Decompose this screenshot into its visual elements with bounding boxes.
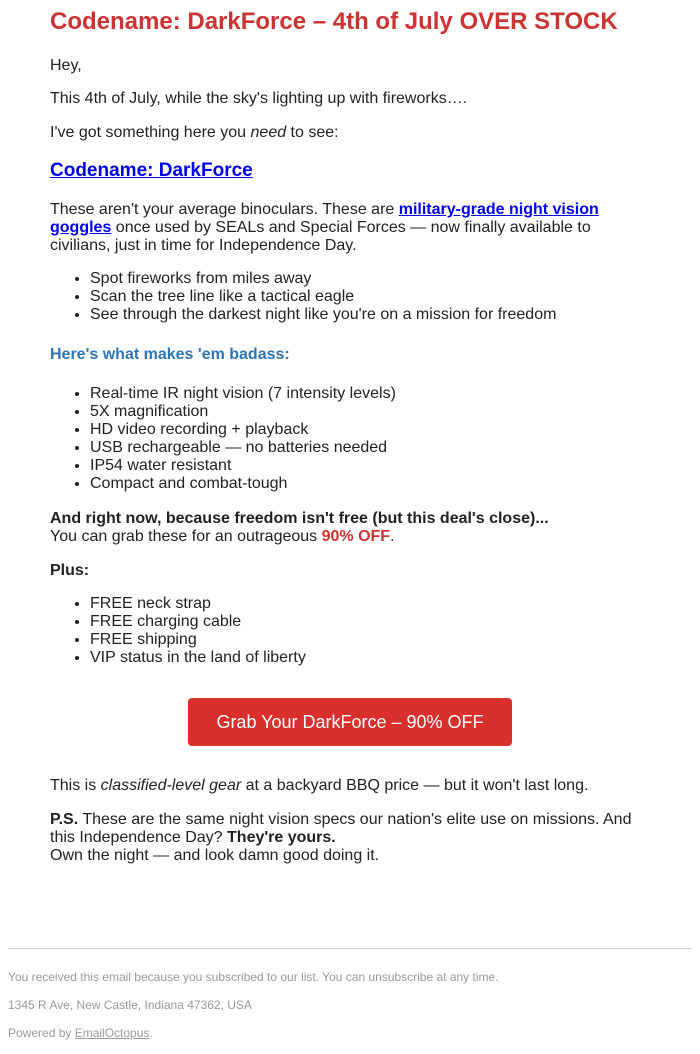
list-item: • Real-time IR night vision (7 intensity levels): [90, 385, 396, 403]
list-item: • VIP status in the land of liberty: [90, 649, 306, 667]
list-item: • IP54 water resistant: [90, 457, 396, 475]
grab-darkforce-button[interactable]: Grab Your DarkForce – 90% OFF: [188, 698, 512, 746]
intro-text: This 4th of July, while the sky's lighting up with fireworks….: [50, 90, 468, 107]
footer-divider: [8, 948, 692, 949]
classified-text: This is classified-level gear at a backyard BBQ price — but it won't last long.: [50, 777, 589, 794]
list-item: • Scan the tree line like a tactical eagle: [90, 288, 556, 306]
deal-text: And right now, because freedom isn't free (but this deal's close)... You can grab these for an outrageous 90% OFF.: [50, 510, 549, 545]
footer-subscribed-text: You received this email because you subscribed to our list. You can unsubscribe at any time.: [8, 970, 499, 984]
list-item: • See through the darkest night like you're on a mission for freedom: [90, 306, 556, 324]
emphasis-classified: classified-level gear: [100, 777, 242, 794]
list-item: • FREE shipping: [90, 631, 306, 649]
uses-list: [50, 270, 556, 324]
footer-powered-by: Powered by EmailOctopus.: [8, 1026, 153, 1040]
list-item: • HD video recording + playback: [90, 421, 396, 439]
ps-bold: They're yours.: [227, 829, 336, 846]
see-text: I've got something here you need to see:: [50, 124, 339, 141]
ps-closing: Own the night — and look damn good doing it.: [50, 847, 380, 864]
list-item: • Spot fireworks from miles away: [90, 270, 556, 288]
product-description: These aren't your average binoculars. These are military-grade night vision goggles once used by SEALs and Special Forces — now finally available to civilians, just in time for Independence Day.: [50, 201, 599, 254]
list-item: • 5X magnification: [90, 403, 396, 421]
list-item: • USB rechargeable — no batteries needed: [90, 439, 396, 457]
emailoctopus-link[interactable]: EmailOctopus: [74, 1026, 150, 1040]
email-title: Codename: DarkForce – 4th of July OVER STOCK: [50, 8, 618, 35]
extras-list: [50, 595, 306, 667]
plus-label: Plus:: [50, 562, 90, 579]
night-vision-goggles-link[interactable]: military-grade night vision goggles: [50, 201, 599, 236]
features-heading: Here's what makes 'em badass:: [50, 346, 290, 363]
ps-text: P.S. These are the same night vision specs our nation's elite use on missions. And this Independence Day? They're yours. Own the night — and look damn good doing it.: [50, 811, 632, 864]
features-list: [50, 385, 396, 493]
list-item: • FREE charging cable: [90, 613, 306, 631]
list-item: • Compact and combat-tough: [90, 475, 396, 493]
list-item: • FREE neck strap: [90, 595, 306, 613]
ps-label: P.S.: [50, 811, 79, 828]
deal-bold: And right now, because freedom isn't free (but this deal's close)...: [50, 510, 549, 527]
discount-highlight: 90% OFF: [321, 528, 391, 545]
greeting: Hey,: [50, 57, 82, 74]
emphasis-need: need: [250, 124, 287, 141]
footer-address: 1345 R Ave, New Castle, Indiana 47362, USA: [8, 998, 252, 1012]
product-link[interactable]: Codename: DarkForce: [50, 160, 253, 181]
